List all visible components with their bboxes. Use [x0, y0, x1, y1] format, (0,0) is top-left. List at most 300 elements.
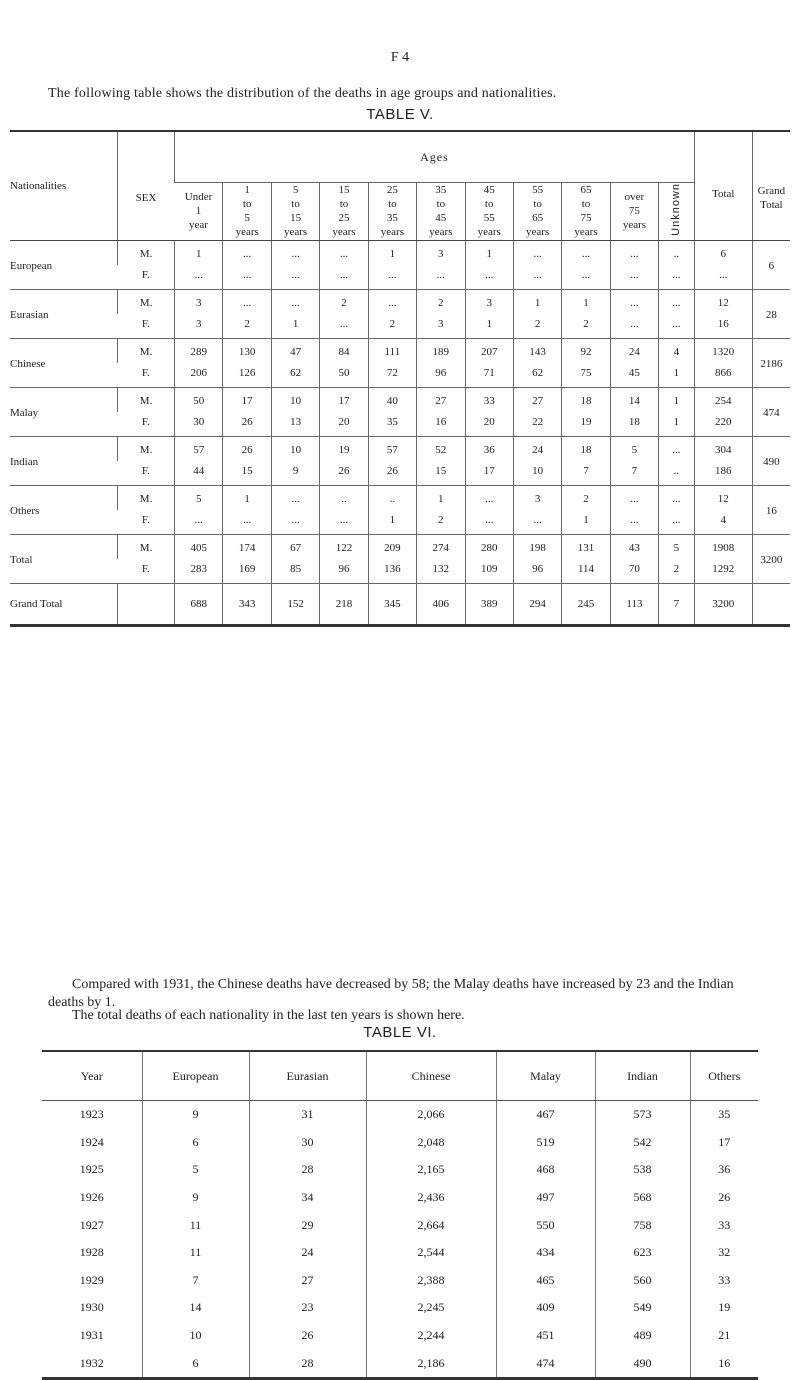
value-cell: 2	[223, 314, 271, 339]
table-cell: 758	[595, 1211, 690, 1239]
table-row-male	[10, 534, 790, 559]
age-group-line: to	[242, 198, 252, 211]
age-group-line: to	[533, 198, 542, 211]
value-cell: 1	[417, 485, 465, 510]
value-cell: 72	[368, 363, 416, 388]
table-row-female	[10, 363, 790, 388]
table-row-female	[10, 412, 790, 437]
value-cell: 1	[223, 485, 271, 510]
table-row	[42, 1211, 758, 1239]
value-cell: 174	[223, 534, 271, 559]
value-cell: 283	[175, 559, 223, 584]
value-cell: 5	[659, 534, 695, 559]
value-cell: 2	[513, 314, 561, 339]
value-cell: ...	[610, 485, 658, 510]
age-group-line: to	[581, 198, 591, 211]
age-group-header	[368, 183, 416, 241]
table-row	[42, 1349, 758, 1378]
table-cell: 1926	[79, 1190, 104, 1205]
table-cell: 549	[595, 1294, 690, 1322]
value-cell: 36	[465, 436, 513, 461]
table-row-female	[10, 314, 790, 339]
nationality-label: Total	[10, 534, 118, 583]
table-cell: 5	[142, 1156, 249, 1184]
table-cell: 1925	[79, 1162, 104, 1177]
age-group-header	[271, 183, 319, 241]
value-cell: 67	[271, 534, 319, 559]
value-cell: 1908	[694, 534, 752, 559]
age-group-line: to	[388, 198, 397, 211]
value-cell: 20	[465, 412, 513, 437]
value-cell: ...	[513, 265, 561, 290]
grand-total-cell: 490	[752, 436, 790, 485]
value-cell: 2	[417, 289, 465, 314]
value-cell: 57	[368, 436, 416, 461]
table-row	[42, 1101, 758, 1129]
age-group-line: 65	[580, 184, 592, 197]
value-cell: 1	[562, 510, 610, 535]
value-cell: ...	[223, 265, 271, 290]
age-group-header	[562, 183, 610, 241]
sex-cell: F.	[118, 510, 175, 535]
value-cell: 96	[513, 559, 561, 584]
sex-cell: F.	[118, 412, 175, 437]
value-cell: 1	[659, 412, 695, 437]
value-cell: 2	[562, 485, 610, 510]
age-group-line: 35	[435, 184, 447, 197]
age-group-header	[175, 183, 223, 241]
grand-total-value: 688	[175, 583, 223, 625]
value-cell: ...	[271, 289, 319, 314]
grand-total-value: 152	[271, 583, 319, 625]
value-cell: ...	[610, 289, 658, 314]
value-cell: ...	[320, 265, 368, 290]
value-cell: 4	[659, 338, 695, 363]
age-group-line: 65	[532, 212, 544, 225]
value-cell: 206	[175, 363, 223, 388]
value-cell: 16	[694, 314, 752, 339]
value-cell: ...	[659, 265, 695, 290]
table6-caption: TABLE VI.	[363, 1024, 437, 1041]
age-group-line: 1	[195, 205, 202, 218]
value-cell: ...	[659, 510, 695, 535]
value-cell: 33	[465, 387, 513, 412]
value-cell: ...	[271, 485, 319, 510]
table-cell: 409	[496, 1294, 595, 1322]
table-cell: 10	[142, 1322, 249, 1350]
value-cell: ...	[659, 436, 695, 461]
value-cell: 14	[610, 387, 658, 412]
grand-total-line-2: Total	[760, 199, 783, 211]
table-cell: 497	[496, 1184, 595, 1212]
table-cell: 2,245	[366, 1294, 496, 1322]
sex-cell: M.	[118, 436, 175, 461]
value-cell: 186	[694, 461, 752, 486]
value-cell: 3	[175, 314, 223, 339]
table-cell: 2,544	[366, 1239, 496, 1267]
value-cell: 7	[562, 461, 610, 486]
page-number: F 4	[390, 50, 410, 65]
table-cell: 34	[249, 1184, 366, 1212]
age-group-line: to	[484, 198, 494, 211]
value-cell: 207	[465, 338, 513, 363]
value-cell: 220	[694, 412, 752, 437]
table-row	[42, 1239, 758, 1267]
value-cell: 50	[320, 363, 368, 388]
value-cell: 3	[417, 314, 465, 339]
table-cell: 21	[690, 1322, 758, 1350]
value-cell: 2	[562, 314, 610, 339]
value-cell: 26	[368, 461, 416, 486]
table-row-male	[10, 436, 790, 461]
table-cell: 17	[690, 1129, 758, 1157]
value-cell: ...	[659, 485, 695, 510]
table-cell: 467	[496, 1101, 595, 1129]
value-cell: ...	[610, 240, 658, 265]
nationality-label: Malay	[10, 387, 118, 436]
table-cell: 560	[595, 1267, 690, 1295]
table-row-male	[10, 240, 790, 265]
grand-total-cell: 2186	[752, 338, 790, 387]
value-cell: 1320	[694, 338, 752, 363]
value-cell: 9	[271, 461, 319, 486]
grand-total-cell: 474	[752, 387, 790, 436]
value-cell: ...	[320, 314, 368, 339]
header-total: Total	[694, 131, 752, 240]
age-group-line: to	[339, 198, 349, 211]
value-cell: 114	[562, 559, 610, 584]
age-group-line: 75	[628, 205, 640, 218]
table-cell: 468	[496, 1156, 595, 1184]
intro-text: The following table shows the distribution of the deaths in age groups and nationalities.	[48, 86, 557, 101]
table-cell: 2,066	[366, 1101, 496, 1129]
grand-total-value: 406	[417, 583, 465, 625]
value-cell: 1	[659, 363, 695, 388]
value-cell: 3	[465, 289, 513, 314]
value-cell: 57	[175, 436, 223, 461]
age-group-line: over	[624, 191, 645, 204]
value-cell: ...	[465, 510, 513, 535]
value-cell: 131	[562, 534, 610, 559]
value-cell: 1	[465, 314, 513, 339]
value-cell: 189	[417, 338, 465, 363]
value-cell: 30	[175, 412, 223, 437]
grand-total-cell: 28	[752, 289, 790, 338]
value-cell: 17	[223, 387, 271, 412]
table-row-female	[10, 265, 790, 290]
age-group-line: years	[235, 226, 259, 239]
table-row-male	[10, 338, 790, 363]
age-group-line: 15	[338, 184, 350, 197]
table-cell: 1927	[79, 1217, 104, 1232]
value-cell: 3	[175, 289, 223, 314]
unknown-label: Unknown	[670, 183, 683, 236]
table-cell: 26	[690, 1184, 758, 1212]
table-cell: 2,436	[366, 1184, 496, 1212]
value-cell: 27	[513, 387, 561, 412]
table-row	[42, 1129, 758, 1157]
value-cell: ...	[610, 510, 658, 535]
value-cell: 1	[562, 289, 610, 314]
value-cell: 45	[610, 363, 658, 388]
table-cell: 2,388	[366, 1267, 496, 1295]
header-unknown	[659, 183, 695, 241]
sex-cell: M.	[118, 534, 175, 559]
value-cell: ...	[223, 510, 271, 535]
value-cell: 6	[694, 240, 752, 265]
table-cell: 519	[496, 1129, 595, 1157]
value-cell: 254	[694, 387, 752, 412]
value-cell: 136	[368, 559, 416, 584]
table-cell: 1924	[79, 1134, 104, 1149]
value-cell: ..	[659, 240, 695, 265]
table-cell: 1931	[79, 1328, 104, 1343]
value-cell: ...	[223, 289, 271, 314]
age-group-line: years	[332, 226, 356, 239]
value-cell: 169	[223, 559, 271, 584]
value-cell: ...	[465, 265, 513, 290]
header-nationalities: Nationalities	[10, 131, 118, 240]
value-cell: 62	[271, 363, 319, 388]
table-cell: 11	[142, 1239, 249, 1267]
table-cell: 28	[249, 1156, 366, 1184]
value-cell: 3	[417, 240, 465, 265]
value-cell: 111	[368, 338, 416, 363]
value-cell: ...	[320, 240, 368, 265]
table-row	[42, 1322, 758, 1350]
table-cell: 490	[595, 1349, 690, 1378]
table-cell: 33	[690, 1267, 758, 1295]
table-cell: 2,165	[366, 1156, 496, 1184]
grand-total-value: 113	[610, 583, 658, 625]
value-cell: 18	[562, 436, 610, 461]
age-group-line: years	[380, 226, 404, 239]
header-ages: Ages	[175, 131, 695, 183]
value-cell: 1	[368, 510, 416, 535]
age-group-line: 35	[386, 212, 398, 225]
table-cell: 434	[496, 1239, 595, 1267]
value-cell: ...	[659, 314, 695, 339]
table-cell: 1932	[79, 1355, 104, 1370]
age-group-line: 75	[580, 212, 592, 225]
table5-caption: TABLE V.	[366, 106, 434, 123]
value-cell: 40	[368, 387, 416, 412]
value-cell: 18	[562, 387, 610, 412]
table-vi-header: Chinese	[366, 1051, 496, 1101]
value-cell: 122	[320, 534, 368, 559]
value-cell: 2	[417, 510, 465, 535]
table-cell: 2,244	[366, 1322, 496, 1350]
value-cell: 1	[271, 314, 319, 339]
table-cell: 538	[595, 1156, 690, 1184]
value-cell: 1	[465, 240, 513, 265]
age-group-line: 45	[483, 184, 495, 197]
value-cell: 10	[271, 387, 319, 412]
sex-cell: M.	[118, 289, 175, 314]
age-group-line: years	[526, 226, 550, 239]
value-cell: 143	[513, 338, 561, 363]
table-cell: 550	[496, 1211, 595, 1239]
value-cell: 18	[610, 412, 658, 437]
value-cell: 405	[175, 534, 223, 559]
table-vi-header: Year	[42, 1051, 142, 1101]
age-group-header	[320, 183, 368, 241]
table-cell: 7	[142, 1267, 249, 1295]
value-cell: 10	[271, 436, 319, 461]
value-cell: 1	[659, 387, 695, 412]
age-group-line: years	[574, 226, 598, 239]
grand-total-empty	[752, 583, 790, 625]
value-cell: 71	[465, 363, 513, 388]
value-cell: 1	[175, 240, 223, 265]
table-cell: 1928	[79, 1245, 104, 1260]
table-row-male	[10, 485, 790, 510]
value-cell: ...	[223, 240, 271, 265]
value-cell: 866	[694, 363, 752, 388]
table-cell: 2,048	[366, 1129, 496, 1157]
table-cell: 19	[690, 1294, 758, 1322]
table-cell: 6	[142, 1349, 249, 1378]
value-cell: 26	[320, 461, 368, 486]
header-grand-total	[752, 131, 790, 240]
value-cell: 27	[417, 387, 465, 412]
table-cell: 9	[142, 1184, 249, 1212]
sex-cell: M.	[118, 338, 175, 363]
table-cell: 11	[142, 1211, 249, 1239]
value-cell: ...	[610, 314, 658, 339]
age-group-line: 15	[290, 212, 302, 225]
value-cell: 96	[320, 559, 368, 584]
grand-total-value: 218	[320, 583, 368, 625]
value-cell: 19	[320, 436, 368, 461]
sex-cell: F.	[118, 363, 175, 388]
table-cell: 24	[249, 1239, 366, 1267]
sex-cell: F.	[118, 265, 175, 290]
value-cell: 84	[320, 338, 368, 363]
table-row-female	[10, 461, 790, 486]
sex-cell: F.	[118, 559, 175, 584]
value-cell: 16	[417, 412, 465, 437]
table-vi-header: Eurasian	[249, 1051, 366, 1101]
age-group-line: year	[189, 219, 208, 232]
table-cell: 27	[249, 1267, 366, 1295]
table-cell: 16	[690, 1349, 758, 1378]
table-cell: 1930	[79, 1300, 104, 1315]
table-cell: 465	[496, 1267, 595, 1295]
grand-total-line-1: Grand	[757, 185, 786, 197]
table-cell: 14	[142, 1294, 249, 1322]
value-cell: ...	[175, 265, 223, 290]
table-cell: 568	[595, 1184, 690, 1212]
value-cell: 15	[223, 461, 271, 486]
age-group-line: Under	[184, 191, 213, 204]
grand-total-cell: 16	[752, 485, 790, 534]
value-cell: 19	[562, 412, 610, 437]
value-cell: 26	[223, 412, 271, 437]
sex-cell: M.	[118, 240, 175, 265]
value-cell: 209	[368, 534, 416, 559]
age-group-line: years	[622, 219, 647, 232]
value-cell: ...	[659, 289, 695, 314]
table-cell: 30	[249, 1129, 366, 1157]
value-cell: 15	[417, 461, 465, 486]
value-cell: 280	[465, 534, 513, 559]
value-cell: ...	[368, 265, 416, 290]
nationality-label: Eurasian	[10, 289, 118, 338]
value-cell: 2	[320, 289, 368, 314]
nationality-label: Others	[10, 485, 118, 534]
table-v-body	[10, 240, 790, 625]
table-cell: 35	[690, 1101, 758, 1129]
table-cell: 623	[595, 1239, 690, 1267]
value-cell: 1292	[694, 559, 752, 584]
table-vi-header: European	[142, 1051, 249, 1101]
value-cell: 1	[513, 289, 561, 314]
value-cell: 5	[610, 436, 658, 461]
table-cell: 2,186	[366, 1349, 496, 1378]
grand-total-value: 343	[223, 583, 271, 625]
table-vi-body	[42, 1101, 758, 1379]
value-cell: ..	[368, 485, 416, 510]
value-cell: 44	[175, 461, 223, 486]
sex-cell: F.	[118, 461, 175, 486]
value-cell: 7	[610, 461, 658, 486]
value-cell: 289	[175, 338, 223, 363]
sex-cell-empty	[118, 583, 175, 625]
table-cell: 2,664	[366, 1211, 496, 1239]
value-cell: 132	[417, 559, 465, 584]
value-cell: 35	[368, 412, 416, 437]
value-cell: 304	[694, 436, 752, 461]
value-cell: ..	[320, 485, 368, 510]
table-cell: 9	[142, 1101, 249, 1129]
age-group-line: years	[283, 226, 308, 239]
table-v	[10, 130, 790, 627]
value-cell: ...	[562, 265, 610, 290]
grand-total-value: 345	[368, 583, 416, 625]
grand-total-value: 294	[513, 583, 561, 625]
table-row-male	[10, 387, 790, 412]
value-cell: 4	[694, 510, 752, 535]
value-cell: 47	[271, 338, 319, 363]
table-cell: 542	[595, 1129, 690, 1157]
value-cell: ...	[610, 265, 658, 290]
age-group-line: 25	[338, 212, 350, 225]
grand-total-row	[10, 583, 790, 625]
value-cell: 24	[610, 338, 658, 363]
table-row-male	[10, 289, 790, 314]
comparison-text: Compared with 1931, the Chinese deaths have decreased by 58; the Malay deaths have increased by 23 and the Indian deaths by 1.	[48, 977, 734, 1010]
value-cell: 75	[562, 363, 610, 388]
grand-total-value: 7	[659, 583, 695, 625]
value-cell: 85	[271, 559, 319, 584]
grand-total-cell: 6	[752, 240, 790, 289]
age-group-line: 5	[244, 212, 250, 225]
value-cell: 62	[513, 363, 561, 388]
value-cell: 96	[417, 363, 465, 388]
nationality-label: Indian	[10, 436, 118, 485]
age-group-header	[465, 183, 513, 241]
table-cell: 1929	[79, 1272, 104, 1287]
table-cell: 26	[249, 1322, 366, 1350]
table-vi-header: Malay	[496, 1051, 595, 1101]
table-row-female	[10, 510, 790, 535]
age-group-header	[223, 183, 271, 241]
age-group-line: 55	[483, 212, 495, 225]
value-cell: 92	[562, 338, 610, 363]
table-row	[42, 1156, 758, 1184]
value-cell: ...	[175, 510, 223, 535]
